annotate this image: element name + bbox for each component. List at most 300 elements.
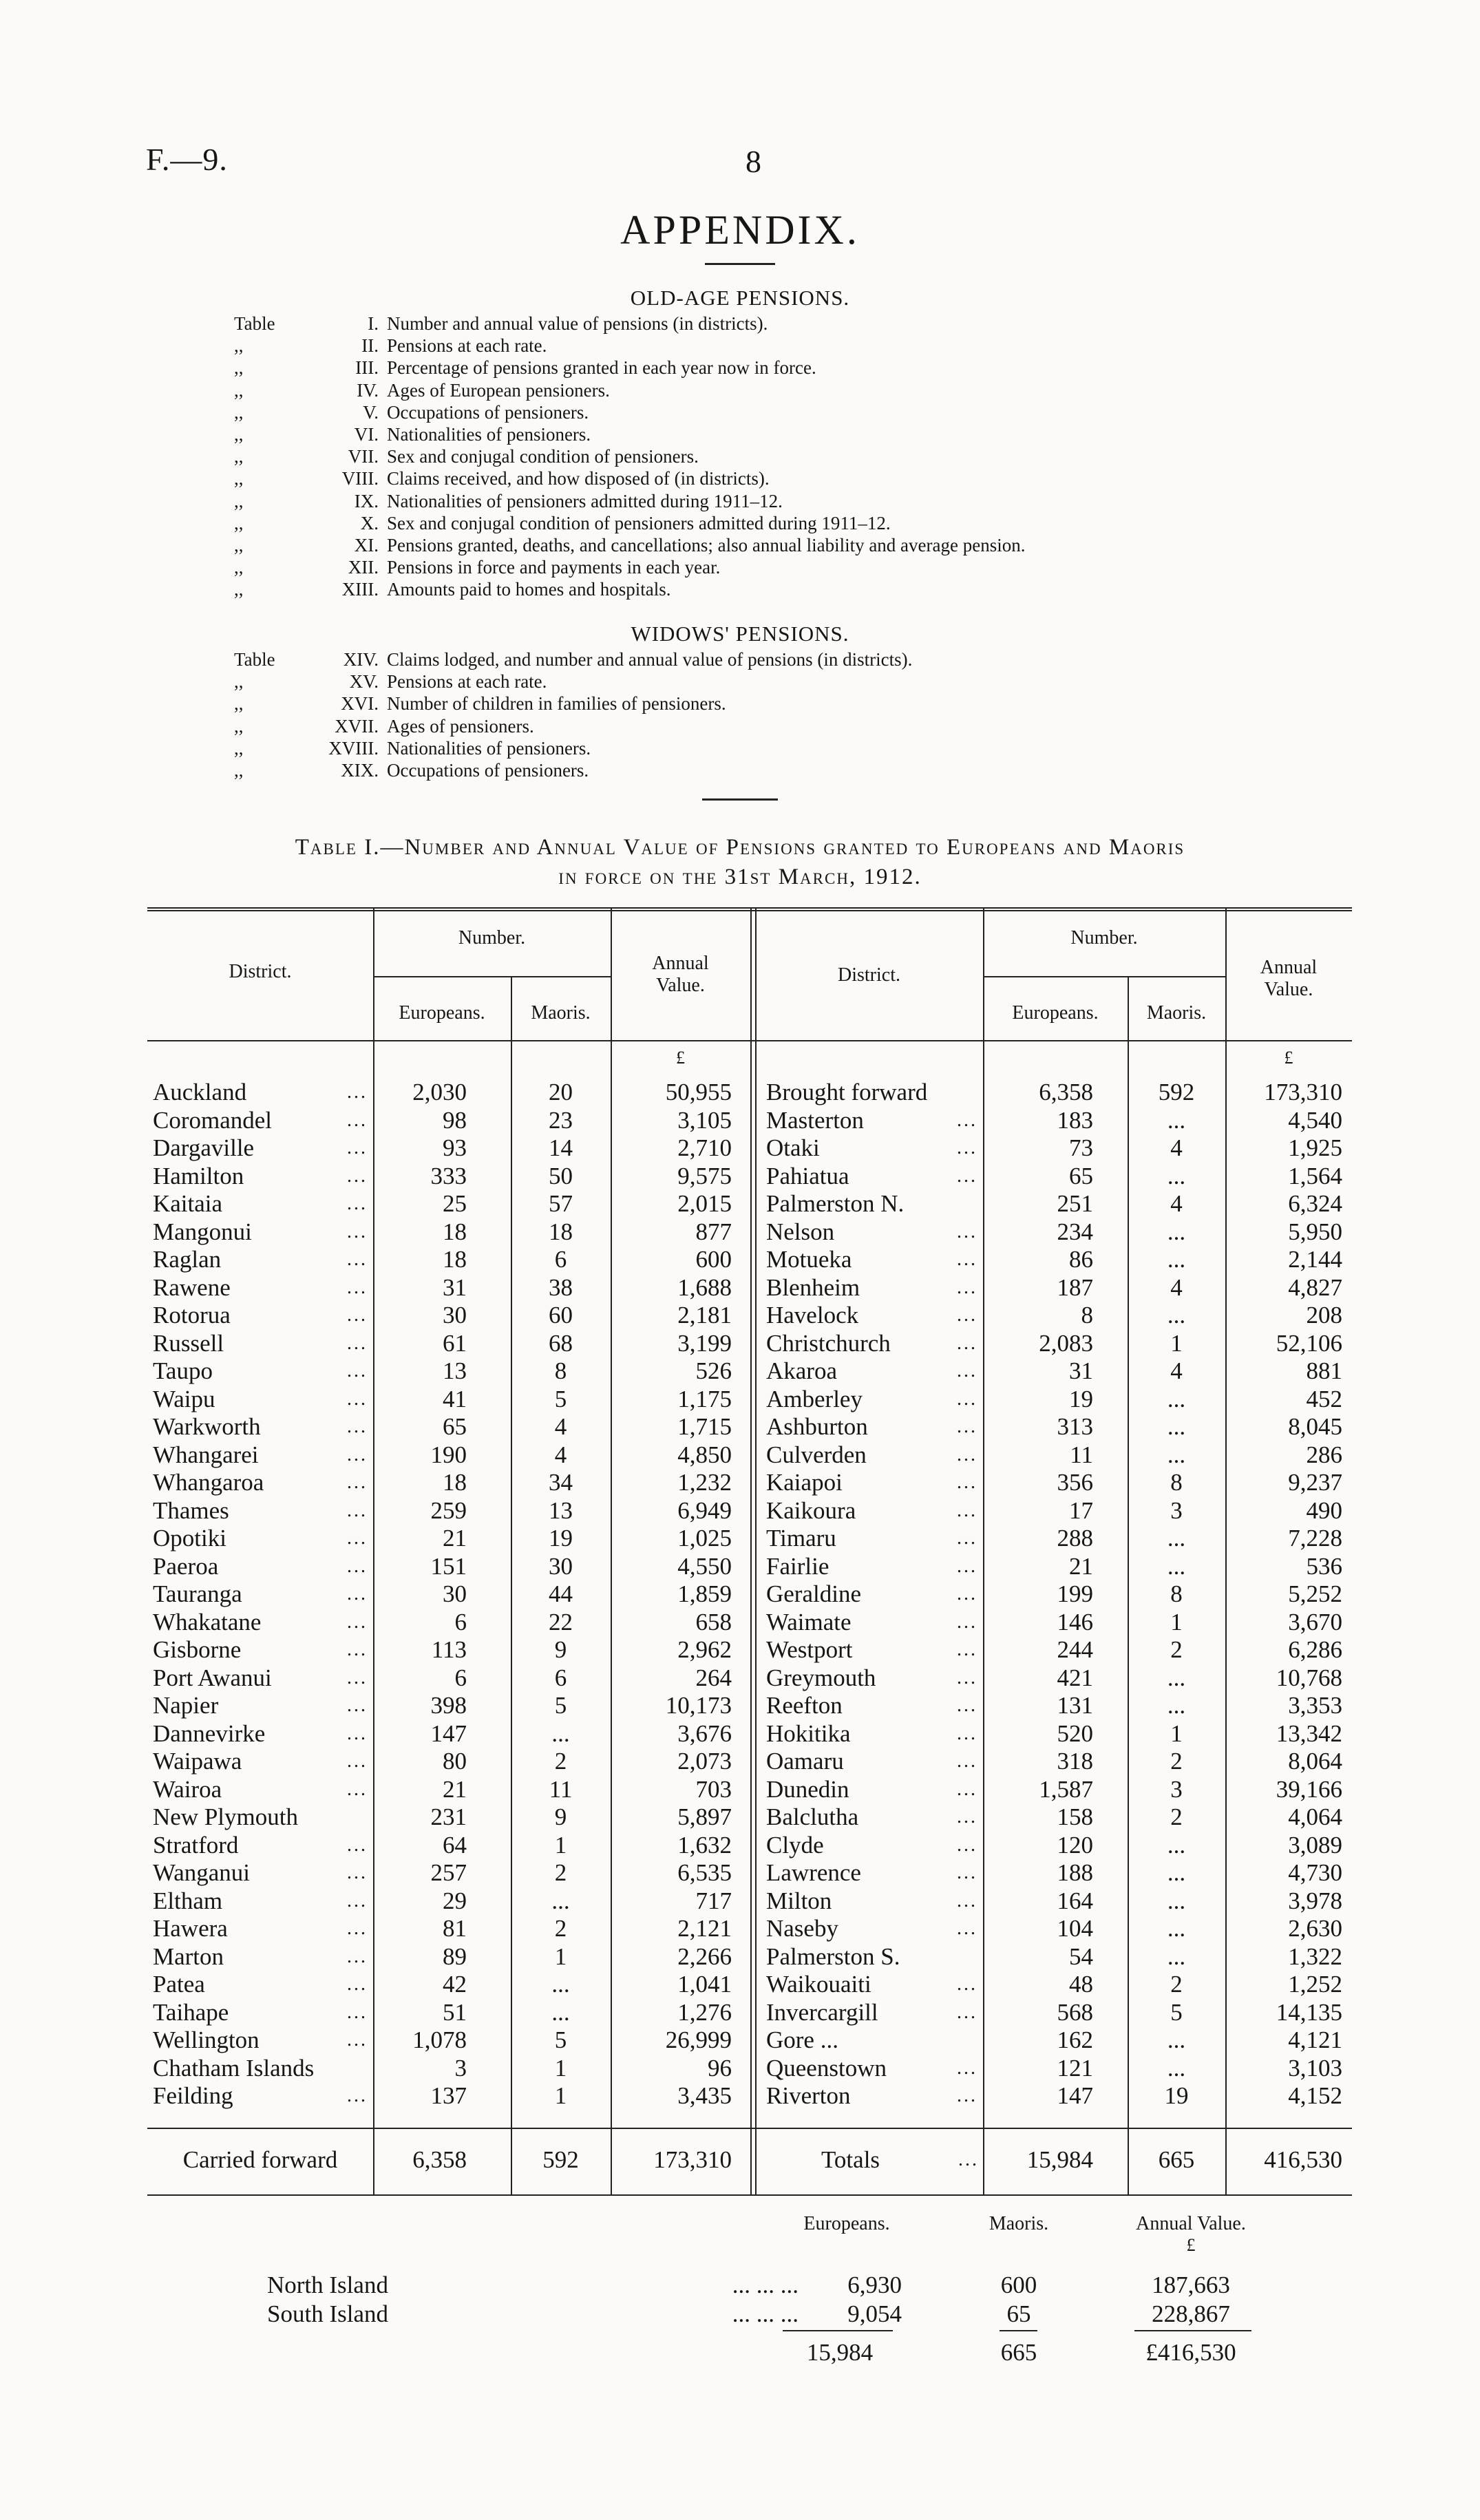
toc-prefix: ,, <box>234 534 244 555</box>
leader-dots: ... <box>957 1527 977 1549</box>
toc-number: XIX. <box>341 759 379 781</box>
district-label: Motueka <box>766 1246 852 1273</box>
europeans-cell: 48 <box>1069 1971 1093 1998</box>
value-cell: 3,978 <box>1288 1887 1342 1914</box>
carried-forward-label: Carried forward <box>182 2146 338 2173</box>
toc-item <box>234 556 1363 578</box>
value-cell: 96 <box>708 2054 732 2082</box>
district-name <box>766 1664 982 1693</box>
maoris-cell: 5 <box>554 1385 567 1412</box>
district-label: Mangonui <box>153 1218 252 1245</box>
maoris-cell: 23 <box>549 1106 573 1134</box>
europeans-cell: 190 <box>430 1441 467 1468</box>
toc-item <box>234 512 1363 534</box>
leader-dots: ... <box>957 1137 977 1158</box>
summary-europeans: 9,054 <box>847 2300 902 2327</box>
maoris-cell: 50 <box>549 1162 573 1189</box>
europeans-cell: 6 <box>454 1608 467 1635</box>
carried-forward-value: 173,310 <box>653 2146 732 2173</box>
district-label: Timaru <box>766 1525 836 1552</box>
totals-label-cell <box>755 2146 983 2174</box>
maoris-cell: ... <box>551 1998 570 2026</box>
toc-prefix: ,, <box>234 557 244 578</box>
maoris-cell: 1 <box>1170 1608 1183 1635</box>
district-name <box>766 1497 982 1525</box>
value-cell: 1,232 <box>677 1469 732 1496</box>
europeans-cell: 147 <box>430 1719 467 1747</box>
district-name <box>766 1580 982 1609</box>
europeans-cell: 13 <box>443 1357 467 1384</box>
toc-description: Number and annual value of pensions (in districts). <box>387 313 768 334</box>
value-cell: 1,041 <box>677 1971 732 1998</box>
toc-prefix: ,, <box>234 401 244 423</box>
district-name <box>153 1887 372 1916</box>
leader-dots: ... <box>347 1193 368 1214</box>
value-cell: 2,266 <box>677 1942 732 1970</box>
leader-dots: ... <box>957 1472 977 1493</box>
value-cell: 2,144 <box>1288 1246 1342 1273</box>
district-name <box>153 1664 372 1693</box>
district-label: Masterton <box>766 1106 864 1134</box>
value-cell: 4,064 <box>1288 1803 1342 1830</box>
toc-description: Ages of European pensioners. <box>387 379 610 401</box>
toc-prefix: ,, <box>234 693 244 714</box>
district-name <box>766 1246 982 1274</box>
district-name <box>153 1497 372 1525</box>
district-label: Taupo <box>153 1357 213 1384</box>
summary-header-annual-value: Annual Value. <box>1136 2213 1246 2234</box>
leader-dots: ... <box>347 1443 368 1465</box>
value-cell: 1,025 <box>677 1525 732 1552</box>
value-cell: 3,103 <box>1288 2054 1342 2082</box>
value-cell: 4,152 <box>1288 2082 1342 2109</box>
district-name <box>766 1943 982 1971</box>
district-label: Oamaru <box>766 1748 844 1775</box>
leader-dots: ... <box>957 1778 977 1800</box>
carried-forward-europeans: 6,358 <box>412 2146 467 2173</box>
district-name <box>766 1803 982 1832</box>
district-name <box>766 1999 982 2027</box>
left-maoris-column <box>511 1079 611 2110</box>
district-name <box>766 1107 982 1135</box>
section-rule <box>702 798 778 801</box>
header-value-right: Value. <box>1264 979 1313 1000</box>
district-label: Napier <box>153 1692 219 1719</box>
district-name <box>153 1832 372 1860</box>
summary-europeans: 6,930 <box>847 2272 902 2298</box>
toc-item <box>234 423 1363 445</box>
europeans-cell: 1,078 <box>412 2026 467 2053</box>
currency-left: £ <box>676 1048 685 1068</box>
value-cell: 4,121 <box>1288 2026 1342 2053</box>
maoris-cell: 22 <box>549 1608 573 1635</box>
district-name <box>153 1859 372 1887</box>
district-name <box>153 1609 372 1637</box>
value-cell: 5,252 <box>1288 1580 1342 1607</box>
toc-description: Nationalities of pensioners. <box>387 737 591 759</box>
value-cell: 50,955 <box>665 1079 732 1105</box>
left-value-column <box>611 1079 732 2110</box>
toc-item <box>234 715 1363 737</box>
carried-forward-maoris: 592 <box>542 2146 579 2173</box>
district-name <box>766 1302 982 1330</box>
district-label: Wellington <box>153 2026 260 2053</box>
header-number-left: Number. <box>458 927 526 949</box>
leader-dots: ... <box>347 1220 368 1242</box>
district-name <box>766 1915 982 1943</box>
europeans-cell: 21 <box>443 1525 467 1552</box>
value-cell: 208 <box>1306 1302 1342 1328</box>
toc-description: Amounts paid to homes and hospitals. <box>387 579 671 600</box>
toc-description: Pensions at each rate. <box>387 335 547 357</box>
leader-dots: ... <box>347 1165 368 1187</box>
maoris-cell: 6 <box>554 1664 567 1691</box>
maoris-cell: ... <box>1167 1246 1186 1273</box>
maoris-cell: 2 <box>554 1748 567 1775</box>
district-name <box>153 1915 372 1943</box>
leader-dots: ... <box>347 1778 368 1800</box>
europeans-cell: 131 <box>1057 1692 1093 1719</box>
district-label: Kaiapoi <box>766 1469 843 1496</box>
europeans-cell: 520 <box>1057 1719 1093 1747</box>
summary-island-label: North Island <box>267 2272 388 2298</box>
value-cell: 600 <box>695 1246 732 1273</box>
toc-prefix: ,, <box>234 715 244 737</box>
maoris-cell: 68 <box>549 1329 573 1357</box>
leader-dots: ... <box>347 1695 368 1716</box>
toc-description: Claims received, and how disposed of (in districts). <box>387 468 770 489</box>
district-label: Milton <box>766 1887 832 1914</box>
leader-dots: ... <box>347 1472 368 1493</box>
district-label: Russell <box>153 1329 224 1357</box>
totals-maoris-cell <box>1128 2146 1225 2174</box>
value-cell: 9,575 <box>677 1162 732 1189</box>
district-label: Hamilton <box>153 1162 244 1189</box>
leader-dots: ... <box>347 1388 368 1410</box>
europeans-cell: 30 <box>443 1580 467 1607</box>
leader-dots: ... <box>957 1918 977 1939</box>
district-label: Rawene <box>153 1273 231 1301</box>
district-label: Stratford <box>153 1831 239 1859</box>
value-cell: 3,435 <box>677 2082 732 2109</box>
district-label: Lawrence <box>766 1859 861 1886</box>
value-cell: 703 <box>695 1775 732 1803</box>
district-name <box>766 1163 982 1191</box>
leader-dots: ... <box>957 1862 977 1883</box>
leader-dots: ... <box>957 1695 977 1716</box>
leader-dots: ... <box>957 1834 977 1856</box>
district-label: Thames <box>153 1496 229 1524</box>
europeans-cell: 121 <box>1057 2054 1093 2082</box>
europeans-cell: 244 <box>1057 1636 1093 1663</box>
header-value-left: Value. <box>656 975 705 996</box>
district-label: Kaikoura <box>766 1496 856 1524</box>
toc-item <box>234 379 1363 401</box>
value-cell: 2,962 <box>677 1636 732 1663</box>
leader-dots: ... <box>347 1611 368 1633</box>
maoris-cell: 20 <box>549 1079 573 1105</box>
district-label: Blenheim <box>766 1273 860 1301</box>
toc-item <box>234 692 1363 714</box>
europeans-cell: 18 <box>443 1469 467 1496</box>
summary-header-europeans: Europeans. <box>803 2213 890 2234</box>
district-label: Eltham <box>153 1887 223 1914</box>
toc-prefix: ,, <box>234 737 244 759</box>
right-europeans-column <box>983 1079 1093 2110</box>
district-name <box>153 1302 372 1330</box>
maoris-cell: 4 <box>1170 1357 1183 1384</box>
toc-number: VIII. <box>341 468 379 489</box>
toc-item <box>234 401 1363 423</box>
toc-description: Pensions in force and payments in each year. <box>387 557 721 578</box>
district-label: Amberley <box>766 1385 863 1412</box>
europeans-cell: 18 <box>443 1218 467 1245</box>
leader-dots: ... <box>957 1416 977 1437</box>
leader-dots: ... <box>957 1639 977 1660</box>
district-label: Akaroa <box>766 1357 838 1384</box>
district-name <box>766 1330 982 1358</box>
maoris-cell: 2 <box>554 1859 567 1886</box>
toc-number: XIV. <box>343 649 379 670</box>
toc-item <box>234 445 1363 467</box>
district-label: Otaki <box>766 1134 820 1161</box>
district-name <box>153 2082 372 2110</box>
header-annual-left: Annual <box>652 953 709 974</box>
district-label: New Plymouth <box>153 1803 298 1830</box>
europeans-cell: 18 <box>443 1246 467 1273</box>
leader-dots: ... <box>957 1109 977 1131</box>
district-label: Waipu <box>153 1385 215 1412</box>
page-number: 8 <box>746 144 761 179</box>
maoris-cell: ... <box>551 1971 570 1998</box>
value-cell: 452 <box>1306 1385 1342 1412</box>
district-name <box>153 1748 372 1776</box>
district-label: Dunedin <box>766 1775 849 1803</box>
maoris-cell: 1 <box>554 2082 567 2109</box>
district-label: Naseby <box>766 1915 838 1942</box>
toc-number: XVI. <box>341 693 379 714</box>
value-cell: 1,715 <box>677 1413 732 1440</box>
district-label: Palmerston N. <box>766 1190 905 1217</box>
toc-item <box>234 490 1363 512</box>
district-name <box>766 1525 982 1553</box>
summary-rule-europeans <box>783 2330 893 2331</box>
leader-dots: ... <box>957 1666 977 1688</box>
right-maoris-column <box>1128 1079 1225 2110</box>
value-cell: 2,181 <box>677 1302 732 1328</box>
district-label: Dannevirke <box>153 1719 266 1747</box>
district-label: Whangarei <box>153 1441 259 1468</box>
district-name <box>153 1999 372 2027</box>
leader-dots: ... <box>347 1276 368 1298</box>
totals-row <box>755 2146 983 2174</box>
europeans-cell: 31 <box>1069 1357 1093 1384</box>
district-label: Marton <box>153 1942 224 1970</box>
europeans-cell: 19 <box>1069 1385 1093 1412</box>
toc-prefix: Table <box>234 649 275 670</box>
toc-number: XI. <box>354 534 379 555</box>
district-label: Whangaroa <box>153 1469 264 1496</box>
maoris-cell: 8 <box>554 1357 567 1384</box>
europeans-cell: 81 <box>443 1915 467 1942</box>
value-cell: 173,310 <box>1264 1079 1342 1105</box>
maoris-cell: 5 <box>1170 1998 1183 2026</box>
value-cell: 3,353 <box>1288 1692 1342 1719</box>
summary-total-europeans: 15,984 <box>806 2339 874 2366</box>
europeans-cell: 3 <box>454 2054 467 2082</box>
district-name <box>766 1553 982 1581</box>
maoris-cell: 2 <box>1170 1748 1183 1775</box>
maoris-cell: 4 <box>1170 1273 1183 1301</box>
summary-total-maoris: 665 <box>1000 2339 1037 2366</box>
district-label: Invercargill <box>766 1998 878 2026</box>
value-cell: 2,121 <box>677 1915 732 1942</box>
district-label: Coromandel <box>153 1106 273 1134</box>
europeans-cell: 65 <box>443 1413 467 1440</box>
district-label: Waimate <box>766 1608 852 1635</box>
value-cell: 4,730 <box>1288 1859 1342 1886</box>
leader-dots: ... <box>957 1722 977 1744</box>
district-name <box>153 1580 372 1609</box>
value-cell: 1,175 <box>677 1385 732 1412</box>
toc-number: IV. <box>357 379 379 401</box>
toc-description: Claims lodged, and number and annual value of pensions (in districts). <box>387 649 913 670</box>
toc-prefix: ,, <box>234 512 244 533</box>
district-label: Reefton <box>766 1692 843 1719</box>
old-age-table-list <box>234 313 1363 600</box>
leader-dots: ... <box>957 1555 977 1577</box>
district-label: Christchurch <box>766 1329 891 1357</box>
district-label: Greymouth <box>766 1664 876 1691</box>
leader-dots: ... <box>347 2085 368 2106</box>
europeans-cell: 17 <box>1069 1496 1093 1524</box>
district-name <box>766 1134 982 1163</box>
maoris-cell: ... <box>1167 1441 1186 1468</box>
europeans-cell: 199 <box>1057 1580 1093 1607</box>
toc-prefix: ,, <box>234 759 244 781</box>
toc-item <box>234 578 1363 600</box>
leader-dots: ... <box>957 1304 977 1326</box>
district-name <box>766 1636 982 1664</box>
district-name <box>153 1525 372 1553</box>
europeans-cell: 2,083 <box>1039 1329 1093 1357</box>
toc-item <box>234 648 1363 670</box>
value-cell: 490 <box>1306 1496 1342 1524</box>
europeans-cell: 2,030 <box>412 1079 467 1105</box>
value-cell: 1,688 <box>677 1273 732 1301</box>
summary-currency: £ <box>1186 2235 1196 2255</box>
maoris-cell: ... <box>1167 1942 1186 1970</box>
europeans-cell: 11 <box>1070 1441 1093 1468</box>
maoris-cell: 2 <box>554 1915 567 1942</box>
header-annual-right: Annual <box>1260 957 1318 978</box>
europeans-cell: 151 <box>430 1552 467 1580</box>
value-cell: 3,676 <box>677 1719 732 1747</box>
maoris-cell: ... <box>1167 1859 1186 1886</box>
maoris-cell: ... <box>1167 1831 1186 1859</box>
district-label: Warkworth <box>153 1413 261 1440</box>
toc-number: X. <box>360 512 379 533</box>
maoris-cell: 60 <box>549 1302 573 1328</box>
value-cell: 52,106 <box>1276 1329 1342 1357</box>
summary-maoris: 600 <box>1000 2272 1037 2298</box>
maoris-cell: ... <box>1167 1218 1186 1245</box>
district-label: Hawera <box>153 1915 228 1942</box>
totals-value-cell <box>1225 2146 1342 2174</box>
district-label: Waikouaiti <box>766 1971 871 1998</box>
toc-number: IX. <box>354 490 379 511</box>
leader-dots: ... <box>347 1249 368 1270</box>
europeans-cell: 318 <box>1057 1748 1093 1775</box>
district-label: Nelson <box>766 1218 835 1245</box>
maoris-cell: 1 <box>554 1942 567 1970</box>
district-label: Patea <box>153 1971 205 1998</box>
totals-maoris: 665 <box>1158 2146 1195 2173</box>
leader-dots: ... <box>957 1583 977 1605</box>
old-age-heading: OLD-AGE PENSIONS. <box>630 286 850 310</box>
value-cell: 39,166 <box>1276 1775 1342 1803</box>
district-label: Hokitika <box>766 1719 851 1747</box>
value-cell: 717 <box>695 1887 732 1914</box>
header-district-right: District. <box>838 964 900 986</box>
widows-heading: WIDOWS' PENSIONS. <box>631 622 849 646</box>
maoris-cell: 2 <box>1170 1803 1183 1830</box>
value-cell: 10,768 <box>1276 1664 1342 1691</box>
value-cell: 1,564 <box>1288 1162 1342 1189</box>
toc-prefix: ,, <box>234 379 244 401</box>
value-cell: 1,322 <box>1288 1942 1342 1970</box>
maoris-cell: 1 <box>554 2054 567 2082</box>
maoris-cell: ... <box>1167 1887 1186 1914</box>
district-name <box>153 1107 372 1135</box>
europeans-cell: 147 <box>1057 2082 1093 2109</box>
toc-item <box>234 737 1363 759</box>
leader-dots: ... <box>347 2029 368 2051</box>
leader-dots: ... <box>957 1973 977 1995</box>
header-district-left: District. <box>229 961 292 982</box>
europeans-cell: 234 <box>1057 1218 1093 1245</box>
toc-number: VII. <box>348 446 379 467</box>
europeans-cell: 288 <box>1057 1525 1093 1552</box>
district-name <box>766 1386 982 1414</box>
district-label: Paeroa <box>153 1552 219 1580</box>
leader-dots: ... <box>347 1583 368 1605</box>
district-label: Tauranga <box>153 1580 242 1607</box>
district-label: Pahiatua <box>766 1162 849 1189</box>
totals-europeans: 15,984 <box>1026 2146 1093 2173</box>
district-label: Havelock <box>766 1302 859 1328</box>
summary-rule-maoris <box>1000 2330 1037 2331</box>
value-cell: 526 <box>695 1357 732 1384</box>
leader-dots: ... <box>347 1360 368 1381</box>
leader-dots: ... <box>957 1388 977 1410</box>
europeans-cell: 356 <box>1057 1469 1093 1496</box>
maoris-cell: 2 <box>1170 1636 1183 1663</box>
district-name <box>153 1553 372 1581</box>
europeans-cell: 30 <box>443 1302 467 1328</box>
district-label: Port Awanui <box>153 1664 272 1691</box>
maoris-cell: 19 <box>549 1525 573 1552</box>
district-label: Opotiki <box>153 1525 226 1552</box>
europeans-cell: 54 <box>1069 1942 1093 1970</box>
district-name <box>766 1720 982 1748</box>
table-caption-line-2: in force on the 31st March, 1912. <box>558 865 922 889</box>
value-cell: 10,173 <box>665 1692 732 1719</box>
left-district-column <box>153 1079 372 2110</box>
leader-dots: ... <box>347 1109 368 1131</box>
summary-leader-dots: ... ... ... <box>732 2300 799 2327</box>
district-name <box>766 1357 982 1386</box>
